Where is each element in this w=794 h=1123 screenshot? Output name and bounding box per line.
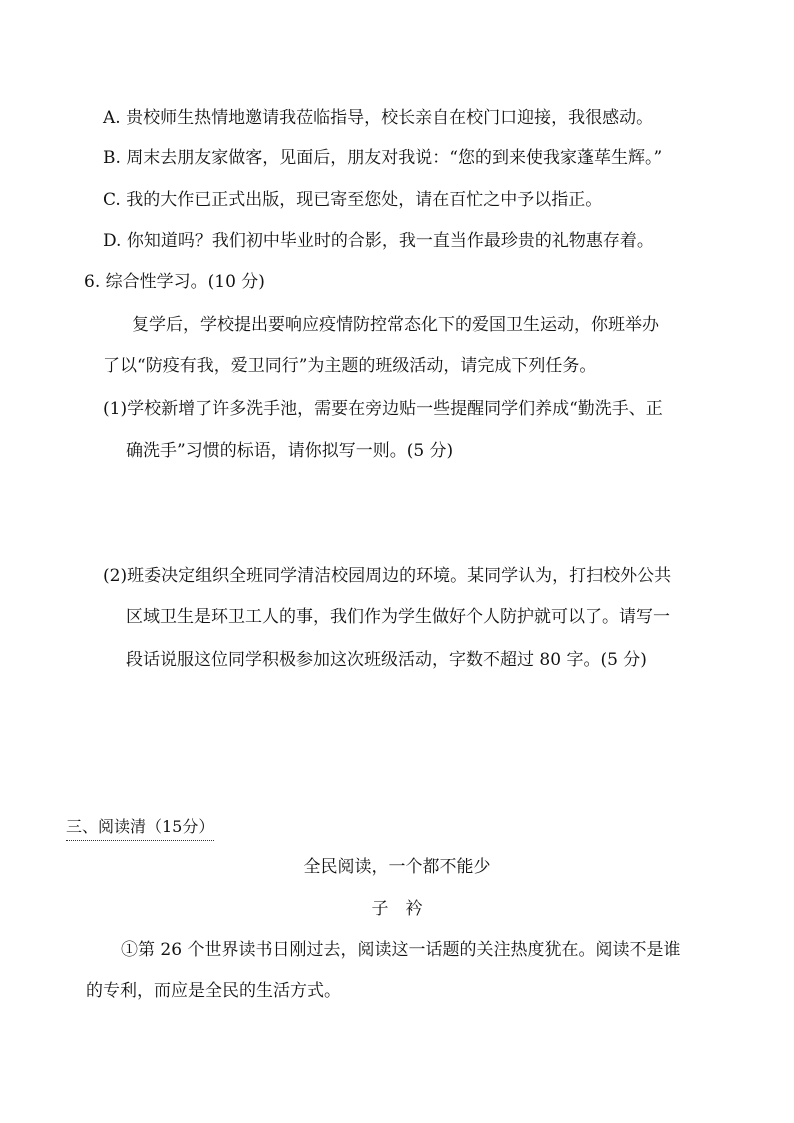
question-6-intro-line-2: 了以“防疫有我，爱卫同行”为主题的班级活动，请完成下列任务。 — [103, 356, 597, 376]
sub-question-2-line-1 — [103, 564, 671, 588]
option-b — [103, 146, 662, 170]
sub-question-1-line-2: 确洗手”习惯的标语，请你拟写一则。(5 分) — [126, 441, 454, 461]
option-label: D. — [103, 231, 122, 251]
option-label: C. — [103, 190, 121, 210]
sub-question-2-line-2: 区域卫生是环卫工人的事，我们作为学生做好个人防护就可以了。请写一 — [126, 607, 670, 627]
option-text: 你知道吗？我们初中毕业时的合影，我一直当作最珍贵的礼物惠存着。 — [126, 231, 654, 251]
option-text: 贵校师生热情地邀请我莅临指导，校长亲自在校门口迎接，我很感动。 — [126, 108, 654, 128]
article-title: 全民阅读，一个都不能少 — [303, 857, 491, 877]
option-d — [103, 229, 654, 253]
article-paragraph-1-line-1: ①第 26 个世界读书日刚过去，阅读这一话题的关注热度犹在。阅读不是谁 — [121, 940, 681, 960]
section-3-heading: 三、阅读清（15分） — [66, 815, 214, 841]
question-6-title: 6. 综合性学习。(10 分) — [84, 272, 265, 292]
option-label: A. — [103, 108, 121, 128]
question-6-intro-line-1: 复学后，学校提出要响应疫情防控常态化下的爱国卫生运动，你班举办 — [132, 315, 659, 335]
sub-question-2-label: (2) — [103, 566, 128, 586]
option-a — [103, 106, 653, 130]
option-text: 我的大作已正式出版，现已寄至您处，请在百忙之中予以指正。 — [126, 190, 603, 210]
sub-question-1-text: 学校新增了许多洗手池，需要在旁边贴一些提醒同学们养成“勤洗手、正 — [127, 399, 663, 419]
option-text: 周末去朋友家做客，见面后，朋友对我说：“您的到来使我家蓬荜生辉。” — [126, 148, 663, 168]
sub-question-1-label: (1) — [103, 399, 128, 419]
sub-question-1-line-1 — [103, 397, 663, 421]
sub-question-2-text: 班委决定组织全班同学清洁校园周边的环境。某同学认为，打扫校外公共 — [127, 566, 672, 586]
sub-question-2-line-3: 段话说服这位同学积极参加这次班级活动，字数不超过 80 字。(5 分) — [126, 650, 647, 670]
option-c — [103, 188, 602, 212]
article-author: 子 衿 — [371, 899, 423, 919]
option-label: B. — [103, 148, 121, 168]
article-paragraph-1-line-2: 的专利，而应是全民的生活方式。 — [86, 981, 341, 1001]
